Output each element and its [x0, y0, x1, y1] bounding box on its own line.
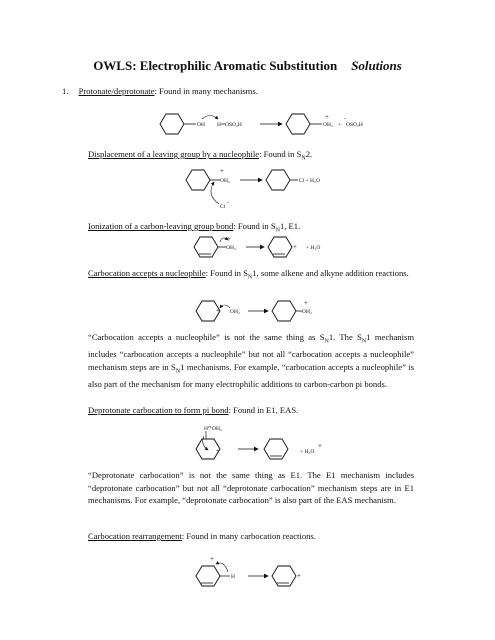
- label-oso3h-anion: OSO₃H: [346, 122, 363, 128]
- term-displacement: Displacement of a leaving group by a nucleophile: [88, 149, 260, 159]
- curved-arrow: [202, 116, 218, 120]
- svg-text:+: +: [216, 447, 220, 455]
- term-protonate: Protonate/deprotonate: [78, 86, 155, 96]
- svg-text:+: +: [210, 555, 214, 563]
- ring-cyclohexane-right: [286, 114, 310, 134]
- question-1-heading: [62, 85, 258, 98]
- reaction-protonation: [160, 108, 380, 138]
- paragraph-sn1-note: “Carbocation accepts a nucleophile” is not the same thing as $S_N1$. The $S_N1$ mechanism includes “carbocation accepts a nucleophile” but not all “carbocation accepts a nucleophile” mechanism steps are in $S_N1$ mechanisms. For example, “carbocation accepts a nucleophile” is also part of the mechanism for many electrophilic additions to carbon-carbon pi bonds.: [88, 332, 415, 390]
- section-ionization: Ionization of a carbon-leaving group bond: Found in $S_N1$, E1.: [88, 221, 301, 234]
- reaction-sn2: [186, 165, 346, 213]
- section-rearrangement: Carbocation rearrangement: Found in many carbocation reactions.: [88, 531, 316, 541]
- reaction-deprotonate: [196, 422, 346, 464]
- label-h: H: [217, 122, 221, 128]
- svg-text:+: +: [216, 307, 220, 315]
- label-hydronium: + H₃O: [300, 449, 315, 455]
- svg-text:+: +: [318, 442, 322, 450]
- paragraph-e1-note: “Deprotonate carbocation” is not the same thing as E1. The E1 mechanism includes “deprotonate carbocation” but not all “deprotonate carbocation” mechanism steps are in E1 mechanisms. For example, “deprotonate carbocation” is also part of the EAS mechanism.: [88, 470, 414, 506]
- label-h: H: [204, 426, 208, 432]
- section-sn2: Displacement of a leaving group by a nucleophile: Found in $S_N2$.: [88, 149, 313, 162]
- term-accepts-nucleophile: Carbocation accepts a nucleophile: [88, 268, 206, 278]
- ring-cyclohexane-left: [160, 114, 184, 134]
- page-title: [0, 58, 495, 74]
- section-nucleophile: Carbocation accepts a nucleophile: Found in $S_N1$, some alkene and alkyne addition reactions.: [88, 268, 409, 281]
- title-main: OWLS: Electrophilic Aromatic Substitution: [93, 58, 338, 73]
- svg-text:+: +: [325, 113, 329, 121]
- label-oh2: OH₂: [226, 245, 236, 251]
- svg-text:+: +: [220, 167, 224, 175]
- label-oh2: OH₂: [220, 178, 230, 184]
- label-oh2: OH₂: [212, 426, 222, 432]
- label-h: H: [231, 574, 235, 580]
- reaction-nucleophile: [196, 296, 336, 326]
- label-product: Cl + H₂O: [299, 178, 320, 184]
- label-oh: OH: [197, 122, 205, 128]
- term-protonate-desc: : Found in many mechanisms.: [154, 86, 258, 96]
- reaction-ionization: [194, 232, 354, 262]
- carbocation-charge: +: [293, 243, 297, 251]
- title-solutions: Solutions: [351, 58, 402, 73]
- svg-text:+: +: [338, 122, 342, 128]
- label-oh2: OH₂: [323, 122, 333, 128]
- question-number: 1.: [62, 86, 69, 96]
- svg-text:+: +: [297, 572, 301, 580]
- term-ionization: Ionization of a carbon-leaving group bond: [88, 221, 234, 231]
- label-cl-nucleophile: Cl: [220, 204, 226, 210]
- curved-arrow: [211, 182, 219, 204]
- svg-text:-: -: [227, 200, 229, 206]
- svg-text:+: +: [227, 235, 231, 243]
- term-deprotonate: Deprotonate carbocation to form pi bond: [88, 405, 229, 415]
- svg-text:-: -: [344, 116, 346, 122]
- reaction-rearrangement: [196, 556, 336, 596]
- svg-text:+: +: [304, 299, 308, 307]
- label-water: + H₂O: [306, 245, 321, 251]
- label-oh2-left: OH₂: [230, 309, 240, 315]
- section-deprotonate: Deprotonate carbocation to form pi bond: Found in E1, EAS.: [88, 405, 299, 415]
- label-oso3h: OSO₃H: [225, 122, 242, 128]
- term-rearrangement: Carbocation rearrangement: [88, 531, 182, 541]
- label-oh2-right: OH₂: [302, 309, 312, 315]
